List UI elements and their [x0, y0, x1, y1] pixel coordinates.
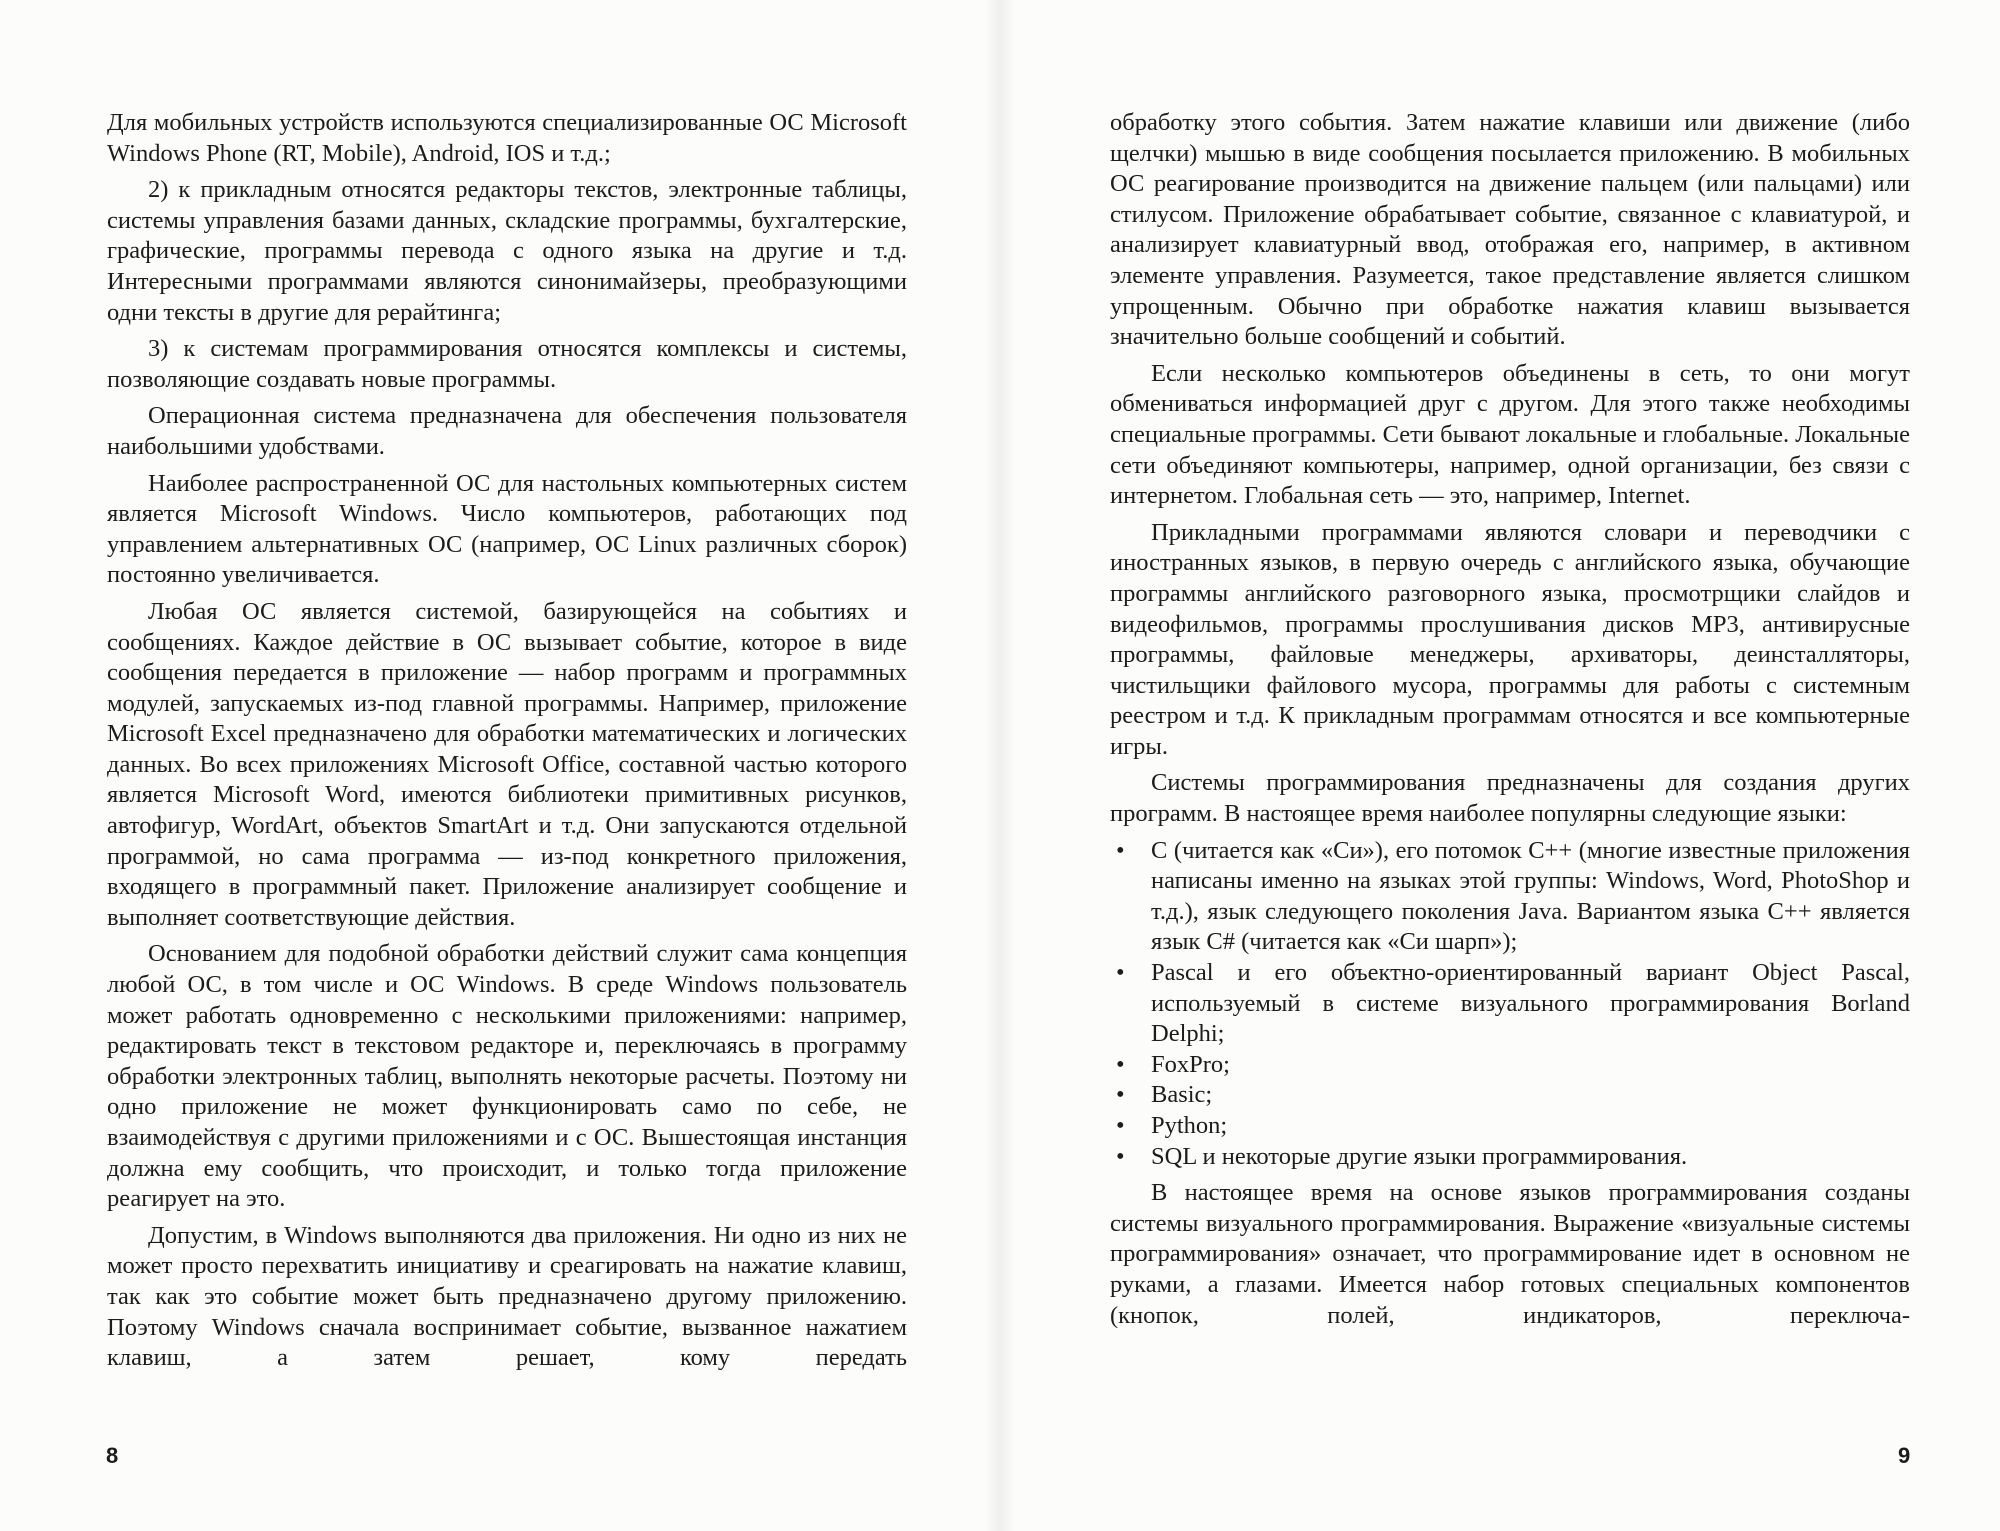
bullet-icon: •	[1116, 1112, 1125, 1139]
paragraph: 2) к прикладным относятся редакторы текстов, электронные таблицы, системы управления базами данных, складские программы, бухгалтерские, графические, программы перевода с одного языка на другие и т.д. Интересными программами являются синонимайзеры, преобразующими одни тексты в другие для рерайтинга;	[107, 176, 907, 326]
paragraph: Любая ОС является системой, базирующейся на событиях и сообщениях. Каждое действие в ОС вызывает событие, которое в виде сообщения передается в приложение — набор программ и программных модулей, запускаемых из-под главной программы. Например, приложение Microsoft Excel предназначено для обработки математических и логических данных. Во всех приложениях Microsoft Office, составной частью которого является Microsoft Word, имеются библиотеки примитивных рисунков, автофигур, WordArt, объектов SmartArt и т.д. Они запускаются отдельной программой, но сама программа — из-под конкретного приложения, входящего в программный пакет. Приложение анализирует сообщение и выполняет соответствующие действия.	[107, 597, 907, 931]
bullet-icon: •	[1116, 959, 1125, 987]
list-item	[1110, 836, 1910, 958]
list-item-text: FoxPro;	[1151, 1050, 1230, 1078]
list-item	[1110, 1050, 1910, 1081]
paragraph: Допустим, в Windows выполняются два приложения. Ни одно из них не может просто перехватить инициативу и среагировать на нажатие клавиш, так как это событие может быть предназначено другому приложению. Поэтому Windows сначала воспринимает событие, вызванное нажатием клавиш, а затем решает, кому передать	[107, 1221, 907, 1372]
bullet-icon: •	[1116, 1081, 1125, 1109]
paragraph: Основанием для подобной обработки действий служит сама концепция любой ОС, в том числе и ОС Windows. В среде Windows пользователь может работать одновременно с несколькими приложениями: например, редактировать текст в текстовом редакторе и, переключаясь в программу обработки электронных таблиц, выполнять некоторые расчеты. Поэтому ни одно приложение не может функционировать само по себе, не взаимодействуя с другими приложениями и с ОС. Вышестоящая инстанция должна ему сообщить, что происходит, и только тогда приложение реагирует на это.	[107, 940, 907, 1213]
languages-list	[1110, 836, 1910, 1173]
paragraph: 3) к системам программирования относятся комплексы и системы, позволяющие создавать новые программы.	[107, 335, 907, 393]
paragraph: Прикладными программами являются словари и переводчики с иностранных языков, в первую очередь с английского языка, обучающие программы английского разговорного языка, просмотрщики слайдов и видеофильмов, программы прослушивания дисков MP3, антивирусные программы, файловые менеджеры, архиваторы, деинсталляторы, чистильщики файлового мусора, программы для работы с системным реестром и т.д. К прикладным программам относятся и все компьютерные игры.	[1110, 518, 1910, 760]
page-number: 8	[106, 1443, 119, 1468]
bullet-icon: •	[1116, 1142, 1125, 1170]
list-item	[1110, 1080, 1910, 1111]
paragraph: обработку этого события. Затем нажатие клавиши или движение (либо щелчки) мышью в виде сообщения посылается приложению. В мобильных ОС реагирование производится на движение пальцем (или пальцами) или стилусом. Приложение обрабатывает событие, связанное с клавиатурой, и анализирует клавиатурный ввод, отображая его, например, в активном элементе управления. Разумеется, такое представление является слишком упрощенным. Обычно при обработке нажатия клавиш вызывается значительно больше сообщений и событий.	[1110, 109, 1910, 351]
list-item	[1110, 1142, 1910, 1173]
left-page-text	[107, 108, 907, 1380]
list-item-text: SQL и некоторые другие языки программирования.	[1151, 1142, 1688, 1170]
paragraph: Системы программирования предназначены для создания других программ. В настоящее время наиболее популярны следующие языки:	[1110, 769, 1910, 828]
list-item-text: Python;	[1151, 1112, 1228, 1139]
right-page	[1000, 0, 2000, 1531]
bullet-icon: •	[1116, 1050, 1125, 1078]
paragraph: Для мобильных устройств используются специализированные ОС Microsoft Windows Phone (RT, Mobile), Android, IOS и т.д.;	[107, 109, 907, 167]
paragraph: Операционная система предназначена для обеспечения пользователя наибольшими удобствами.	[107, 402, 907, 460]
list-item-text: С (читается как «Си»), его потомок С++ (многие известные приложения написаны именно на языках этой группы: Windows, Word, PhotoShop и т.д.), язык следующего поколения Java. Вариантом языка С++ является язык С# (читается как «Си шарп»);	[1151, 836, 1910, 956]
book-gutter	[985, 0, 1015, 1531]
right-page-text	[1110, 108, 1910, 1337]
list-item-text: Basic;	[1151, 1081, 1213, 1109]
bullet-icon: •	[1116, 836, 1125, 864]
page-number: 9	[1898, 1443, 1911, 1468]
list-item	[1110, 958, 1910, 1050]
list-item-text: Pascal и его объектно-ориентированный вариант Object Pascal, используемый в системе визуального программирования Borland Delphi;	[1151, 959, 1910, 1048]
paragraph: Если несколько компьютеров объединены в сеть, то они могут обмениваться информацией друг с другом. Для этого также необходимы специальные программы. Сети бывают локальные и глобальные. Локальные сети объединяют компьютеры, например, одной организации, без связи с интернетом. Глобальная сеть — это, например, Internet.	[1110, 359, 1910, 510]
paragraph: В настоящее время на основе языков программирования созданы системы визуального программирования. Выражение «визуальные системы программирования» означает, что программирование идет в основном не руками, а глазами. Имеется набор готовых специальных компонентов (кнопок, полей, индикаторов, переключа-	[1110, 1179, 1910, 1329]
list-item	[1110, 1111, 1910, 1142]
paragraph: Наиболее распространенной ОС для настольных компьютерных систем является Microsoft Windows. Число компьютеров, работающих под управлением альтернативных ОС (например, ОС Linux различных сборок) постоянно увеличивается.	[107, 469, 907, 589]
